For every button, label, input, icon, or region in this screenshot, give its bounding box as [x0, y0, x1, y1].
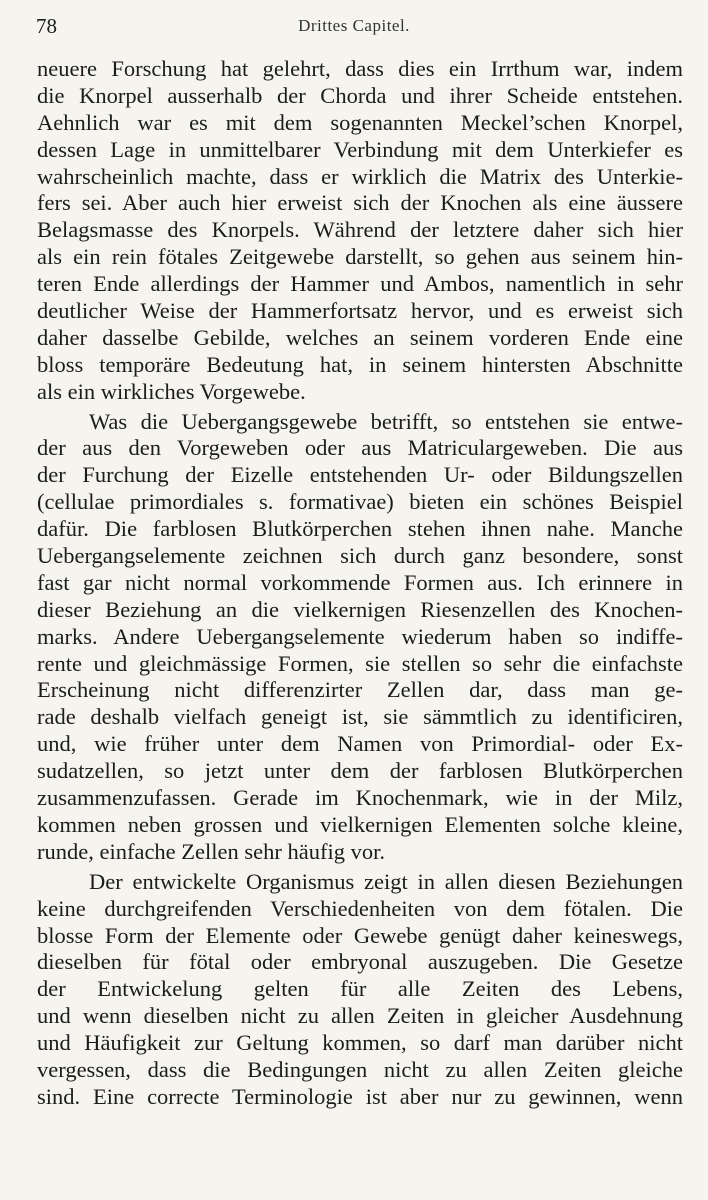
text-line: Uebergangselemente zeichnen sich durch ganz besondere, sonst — [37, 543, 683, 569]
text-line: rade deshalb vielfach geneigt ist, sie sämmtlich zu identificiren, — [37, 704, 683, 730]
text-line: vergessen, dass die Bedingungen nicht zu allen Zeiten gleiche — [37, 1056, 683, 1082]
text-line: Belagsmasse des Knorpels. Während der letztere daher sich hier — [37, 217, 683, 243]
text-line: der Furchung der Eizelle entstehenden Ur- oder Bildungszellen — [37, 462, 683, 488]
text-line: zusammenzufassen. Gerade im Knochenmark, wie in der Milz, — [37, 785, 683, 811]
text-line: neuere Forschung hat gelehrt, dass dies ein Irrthum war, indem — [37, 56, 683, 81]
text-line: blosse Form der Elemente oder Gewebe genügt daher keineswegs, — [37, 922, 683, 948]
text-line: dessen Lage in unmittelbarer Verbindung mit dem Unterkiefer es — [37, 136, 683, 162]
text-line: wahrscheinlich machte, dass er wirklich die Matrix des Unterkie- — [37, 163, 683, 189]
text-line: sind. Eine correcte Terminologie ist aber nur zu gewinnen, wenn — [37, 1083, 683, 1109]
page-header — [36, 14, 672, 44]
page-number: 78 — [36, 14, 57, 38]
text-line: dafür. Die farblosen Blutkörperchen stehen ihnen nahe. Manche — [37, 516, 683, 542]
running-head: Drittes Capitel. — [298, 16, 410, 35]
text-line: (cellulae primordiales s. formativae) bieten ein schönes Beispiel — [37, 489, 683, 515]
text-line: deutlicher Weise der Hammerfortsatz hervor, und es erweist sich — [37, 298, 683, 324]
text-line: fers sei. Aber auch hier erweist sich der Knochen als eine äussere — [37, 190, 683, 216]
text-line: als ein rein fötales Zeitgewebe darstellt, so gehen aus seinem hin- — [37, 244, 683, 270]
text-line: Was die Uebergangsgewebe betrifft, so entstehen sie entwe- — [89, 408, 683, 434]
text-line: dieser Beziehung an die vielkernigen Riesenzellen des Knochen- — [37, 596, 683, 622]
text-line: bloss temporäre Bedeutung hat, in seinem hintersten Abschnitte — [37, 351, 683, 377]
text-line: runde, einfache Zellen sehr häufig vor. — [37, 838, 385, 864]
text-line: Erscheinung nicht differenzirter Zellen dar, dass man ge- — [37, 677, 683, 703]
paragraph-2 — [37, 409, 683, 866]
text-line: und, wie früher unter dem Namen von Primordial- oder Ex- — [37, 731, 683, 757]
text-line: als ein wirkliches Vorgewebe. — [37, 378, 306, 404]
text-line: der Entwickelung gelten für alle Zeiten des Lebens, — [37, 976, 683, 1002]
text-line: teren Ende allerdings der Hammer und Ambos, namentlich in sehr — [37, 271, 683, 297]
text-line: daher dasselbe Gebilde, welches an seinem vorderen Ende eine — [37, 324, 683, 350]
text-line: sudatzellen, so jetzt unter dem der farblosen Blutkörperchen — [37, 758, 683, 784]
text-line: fast gar nicht normal vorkommende Formen aus. Ich erinnere in — [37, 569, 683, 595]
text-line: dieselben für fötal oder embryonal auszugeben. Die Gesetze — [37, 949, 683, 975]
body-text — [37, 56, 683, 1111]
paragraph-1 — [37, 56, 683, 406]
text-line: marks. Andere Uebergangselemente wiederum haben so indiffe- — [37, 623, 683, 649]
text-line: rente und gleichmässige Formen, sie stellen so sehr die einfachste — [37, 650, 683, 676]
text-line: Aehnlich war es mit dem sogenannten Meckel’schen Knorpel, — [37, 109, 683, 135]
text-line: und wenn dieselben nicht zu allen Zeiten in gleicher Ausdehnung — [37, 1003, 683, 1029]
text-line: und Häufigkeit zur Geltung kommen, so darf man darüber nicht — [37, 1030, 683, 1056]
text-line: die Knorpel ausserhalb der Chorda und ihrer Scheide entstehen. — [37, 82, 683, 108]
paragraph-3 — [37, 869, 683, 1111]
text-line: kommen neben grossen und vielkernigen Elementen solche kleine, — [37, 811, 683, 837]
text-line: Der entwickelte Organismus zeigt in allen diesen Beziehungen — [89, 868, 683, 894]
text-line: keine durchgreifenden Verschiedenheiten von dem fötalen. Die — [37, 895, 683, 921]
text-line: der aus den Vorgeweben oder aus Matriculargeweben. Die aus — [37, 435, 683, 461]
